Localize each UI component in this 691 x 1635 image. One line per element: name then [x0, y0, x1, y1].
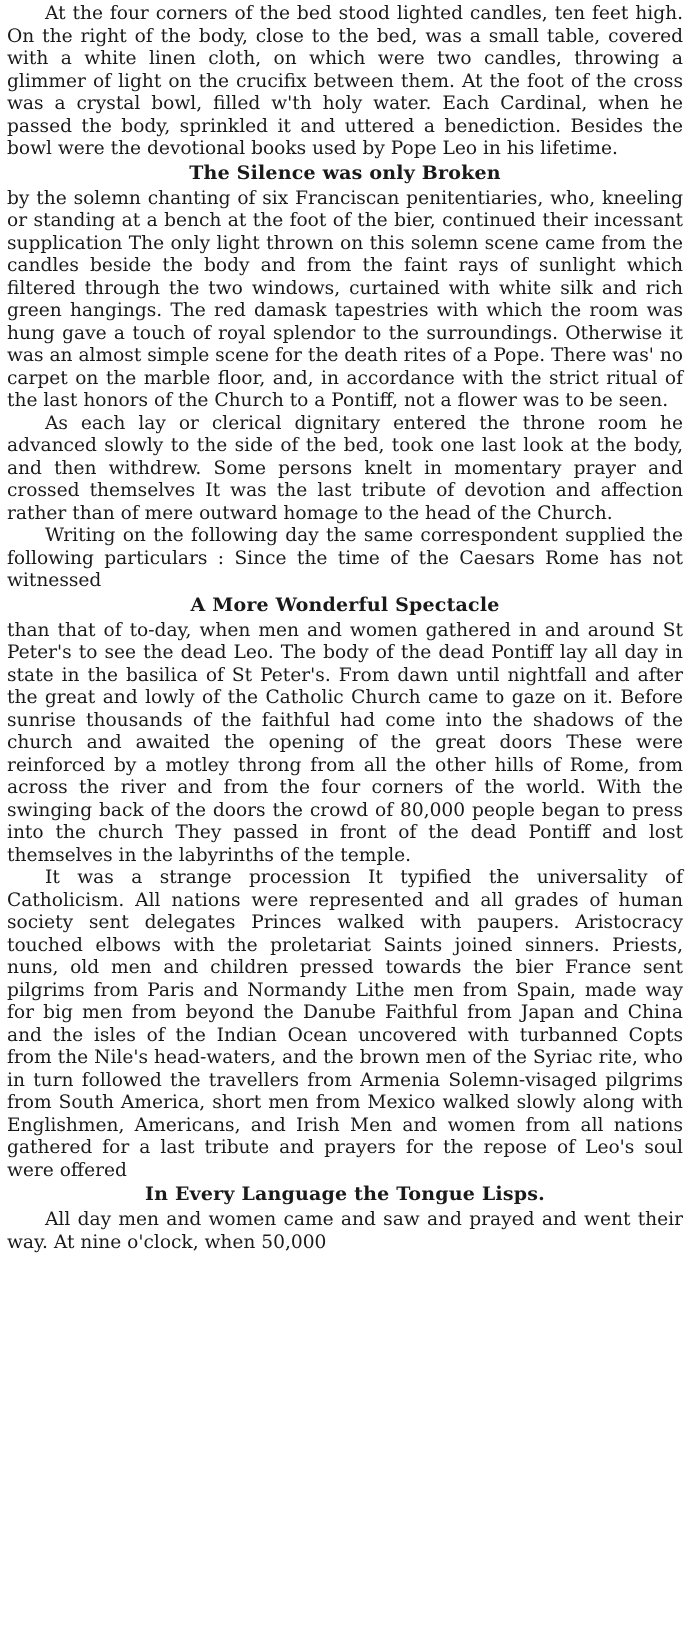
paragraph-st-peters: than that of to-day, when men and women gathered in and around St Peter's to see the dead Leo. The body of the dead Pontiff lay all day in state in the basilica of St Peter's. From dawn until nightfall and after the great and lowly of the Catholic Church came to gaze on it. Before sunrise thousands of the faithful had come into the shadows of the church and awaited the opening of the great doors These were reinforced by a motley throng from all the other hills of Rome, from across the river and from the four corners of the world. With the swinging back of the doors the crowd of 80,000 people began to press into the church They passed in front of the dead Pontiff and lost themselves in the labyrinths of the temple. [7, 619, 683, 866]
paragraph-dignitaries: As each lay or clerical dignitary entered the throne room he advanced slowly to the side of the bed, took one last look at the body, and then withdrew. Some persons knelt in momentary prayer and crossed themselves It was the last tribute of devotion and affection rather than of mere outward homage to the head of the Church. [7, 412, 683, 524]
subheading-silence-broken: The Silence was only Broken [189, 161, 501, 184]
paragraph-candles: At the four corners of the bed stood lighted candles, ten feet high. On the right of the body, close to the bed, was a small table, covered with a white linen cloth, on which were two candles, throwing a glimmer of light on the crucifix between them. At the foot of the cross was a crystal bowl, filled w'th holy water. Each Cardinal, when he passed the body, sprinkled it and uttered a benediction. Besides the bowl were the devotional books used by Pope Leo in his lifetime. [7, 3, 683, 159]
paragraph-all-day: All day men and women came and saw and prayed and went their way. At nine o'clock, when 50,000 [7, 1209, 683, 1253]
paragraph-procession: It was a strange procession It typified the universality of Catholicism. All nations were represented and all grades of human society sent delegates Princes walked with paupers. Aristocracy touched elbows with the proletariat Saints joined sinners. Priests, nuns, old men and children pressed towards the bier France sent pilgrims from Paris and Normandy Lithe men from Spain, made way for big men from beyond the Danube Faithful from Japan and China and the isles of the Indian Ocean uncovered with turbanned Copts from the Nile's head-waters, and the brown men of the Syriac rite, who in turn followed the travellers from Armenia Solemn-visaged pilgrims from South America, short men from Mexico walked slowly along with Englishmen, Americans, and Irish Men and women from all nations gathered for a last tribute and prayers for the repose of Leo's soul were offered [7, 867, 683, 1181]
subheading-every-language: In Every Language the Tongue Lisps. [145, 1183, 545, 1205]
paragraph-franciscan-chanting: by the solemn chanting of six Franciscan penitentiaries, who, kneeling or standing at a bench at the foot of the bier, continued their incessant supplication The only light thrown on this solemn scene came from the candles beside the body and from the faint rays of sunlight which filtered through the two windows, curtained with white silk and rich green hangings. The red damask tapestries with which the room was hung gave a touch of royal splendor to the surroundings. Otherwise it was an almost simple scene for the death rites of a Pope. There was' no carpet on the marble floor, and, in accordance with the strict ritual of the last honors of the Church to a Pontiff, not a flower was to be seen. [7, 187, 683, 411]
paragraph-correspondent: Writing on the following day the same correspondent supplied the following particulars : Since the time of the Caesars Rome has not witnessed [7, 525, 683, 591]
subheading-wonderful-spectacle: A More Wonderful Spectacle [190, 593, 500, 616]
